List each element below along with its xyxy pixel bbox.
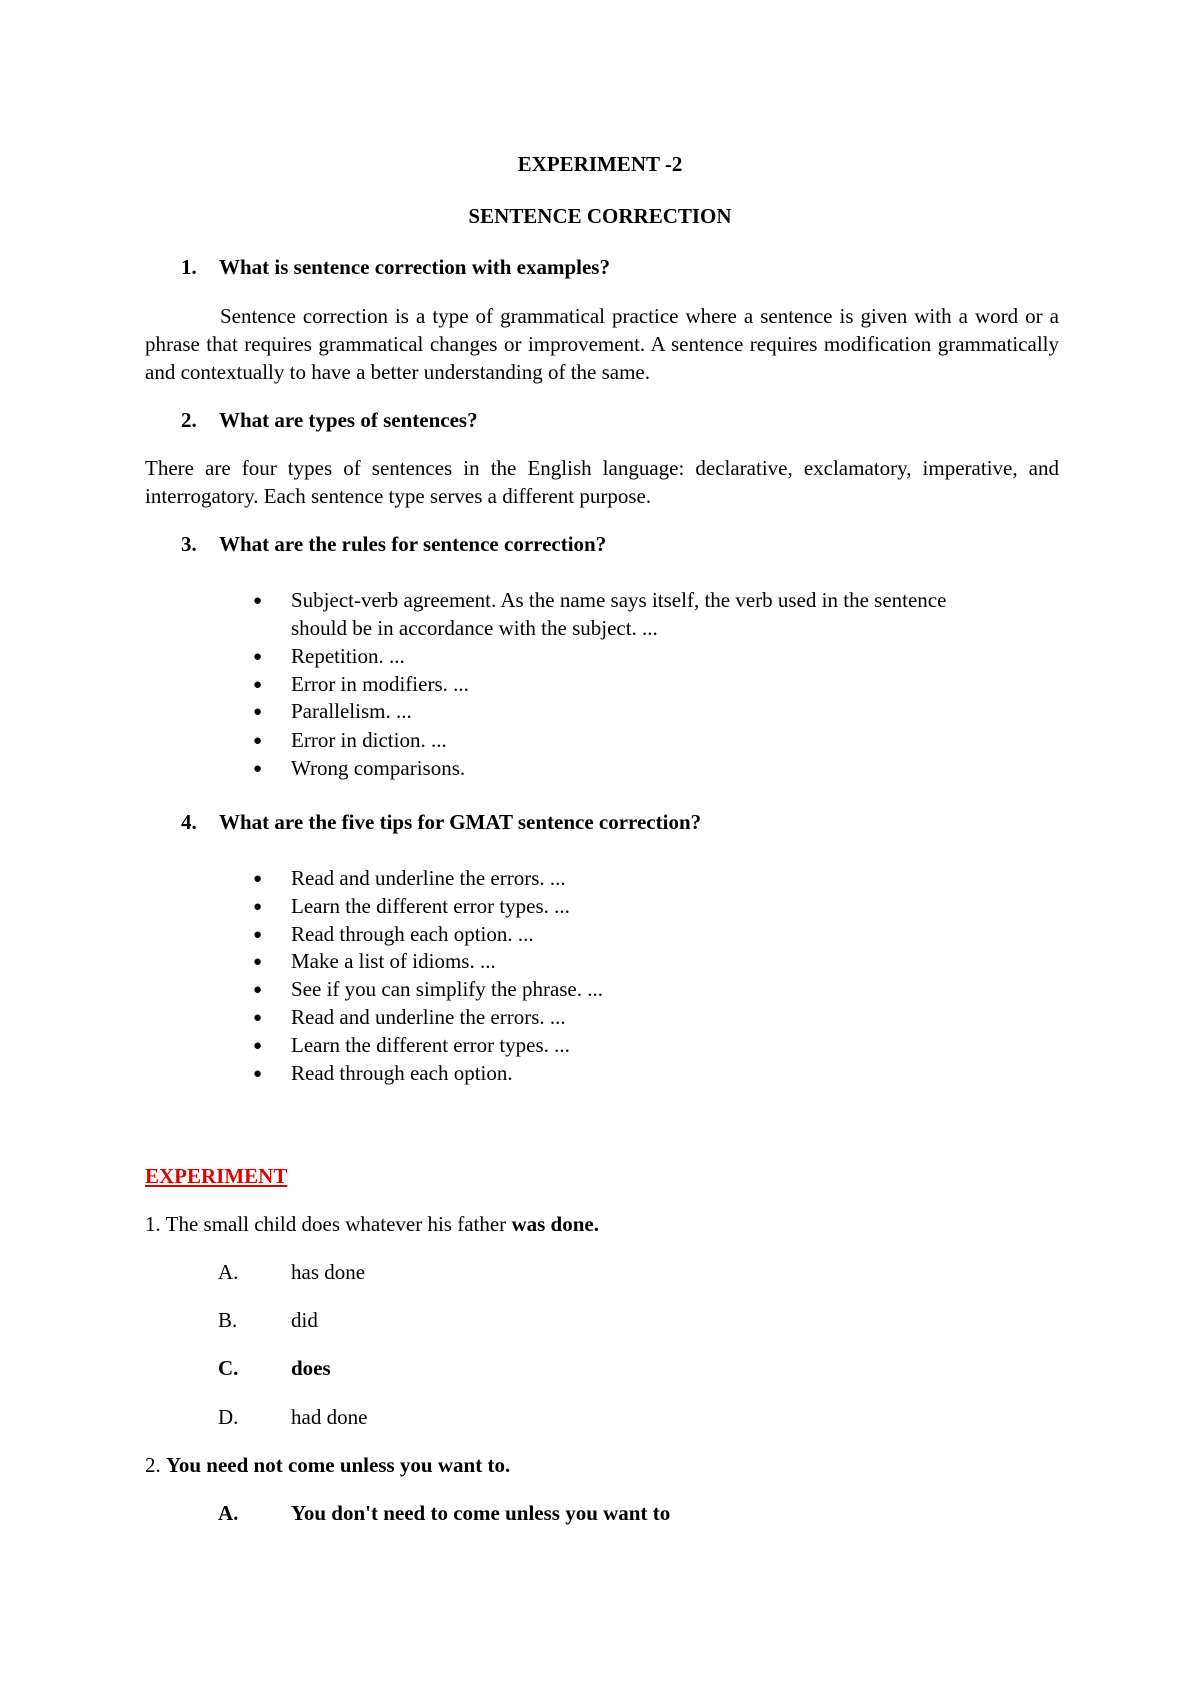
- question-underlined-part: was done.: [511, 1212, 599, 1236]
- q2-number: 2.: [181, 408, 197, 432]
- option-text: did: [291, 1308, 318, 1332]
- q2-question: What are types of sentences?: [219, 408, 478, 432]
- q1-answer: Sentence correction is a type of grammatical practice where a sentence is given with a word or a phrase that requires grammatical changes or improvement. A sentence requires modification grammatically and contextually to have a better understanding of the same.: [145, 304, 1059, 384]
- list-item: Learn the different error types. ...: [291, 894, 570, 918]
- option-text-correct: You don't need to come unless you want to: [291, 1501, 671, 1525]
- bullet-icon: ●: [253, 1038, 263, 1054]
- option-letter-correct: A.: [218, 1501, 239, 1525]
- q4-number: 4.: [181, 810, 197, 834]
- list-item: Read through each option. ...: [291, 922, 534, 946]
- q3-question: What are the rules for sentence correction?: [219, 532, 607, 556]
- q4-question: What are the five tips for GMAT sentence correction?: [219, 810, 702, 834]
- bullet-icon: ●: [253, 733, 263, 749]
- list-item: Repetition. ...: [291, 644, 405, 668]
- option-text: had done: [291, 1405, 368, 1429]
- bullet-icon: ●: [253, 927, 263, 943]
- bullet-icon: ●: [253, 1010, 263, 1026]
- q2-answer: There are four types of sentences in the English language: declarative, exclamatory, imperative, and interrogatory. Each sentence type serves a different purpose.: [145, 456, 1059, 508]
- document-title: EXPERIMENT -2: [517, 152, 683, 176]
- bullet-icon: ●: [253, 649, 263, 665]
- experiment-heading: EXPERIMENT: [145, 1164, 288, 1188]
- bullet-icon: ●: [253, 954, 263, 970]
- option-letter-correct: C.: [218, 1356, 239, 1380]
- list-item: Wrong comparisons.: [291, 756, 466, 780]
- question-text: 2.: [145, 1453, 166, 1477]
- question-text: 1. The small child does whatever his father: [145, 1212, 512, 1236]
- bullet-icon: ●: [253, 1066, 263, 1082]
- document-subtitle: SENTENCE CORRECTION: [468, 204, 732, 228]
- option-text-correct: does: [291, 1356, 331, 1380]
- list-item-continuation: should be in accordance with the subject. ...: [291, 616, 658, 640]
- bullet-icon: ●: [253, 982, 263, 998]
- q1-question: What is sentence correction with examples?: [219, 255, 610, 279]
- bullet-icon: ●: [253, 761, 263, 777]
- bullet-icon: ●: [253, 593, 263, 609]
- list-item: Read and underline the errors. ...: [291, 1005, 566, 1029]
- q1-number: 1.: [181, 255, 197, 279]
- list-item: Learn the different error types. ...: [291, 1033, 570, 1057]
- option-letter: A.: [218, 1260, 239, 1284]
- experiment-question-2: [145, 1451, 510, 1479]
- question-underlined-part: You need not come unless you want to.: [166, 1453, 511, 1477]
- bullet-icon: ●: [253, 899, 263, 915]
- bullet-icon: ●: [253, 871, 263, 887]
- list-item: Error in diction. ...: [291, 728, 447, 752]
- bullet-icon: ●: [253, 677, 263, 693]
- option-letter: B.: [218, 1308, 238, 1332]
- bullet-icon: ●: [253, 704, 263, 720]
- list-item: Read and underline the errors. ...: [291, 866, 566, 890]
- list-item: Subject-verb agreement. As the name says itself, the verb used in the sentence: [291, 588, 947, 612]
- list-item: See if you can simplify the phrase. ...: [291, 977, 604, 1001]
- q3-number: 3.: [181, 532, 197, 556]
- option-text: has done: [291, 1260, 366, 1284]
- list-item: Make a list of idioms. ...: [291, 949, 496, 973]
- list-item: Read through each option.: [291, 1061, 513, 1085]
- list-item: Error in modifiers. ...: [291, 672, 469, 696]
- experiment-question-1: [145, 1210, 599, 1238]
- list-item: Parallelism. ...: [291, 699, 412, 723]
- option-letter: D.: [218, 1405, 239, 1429]
